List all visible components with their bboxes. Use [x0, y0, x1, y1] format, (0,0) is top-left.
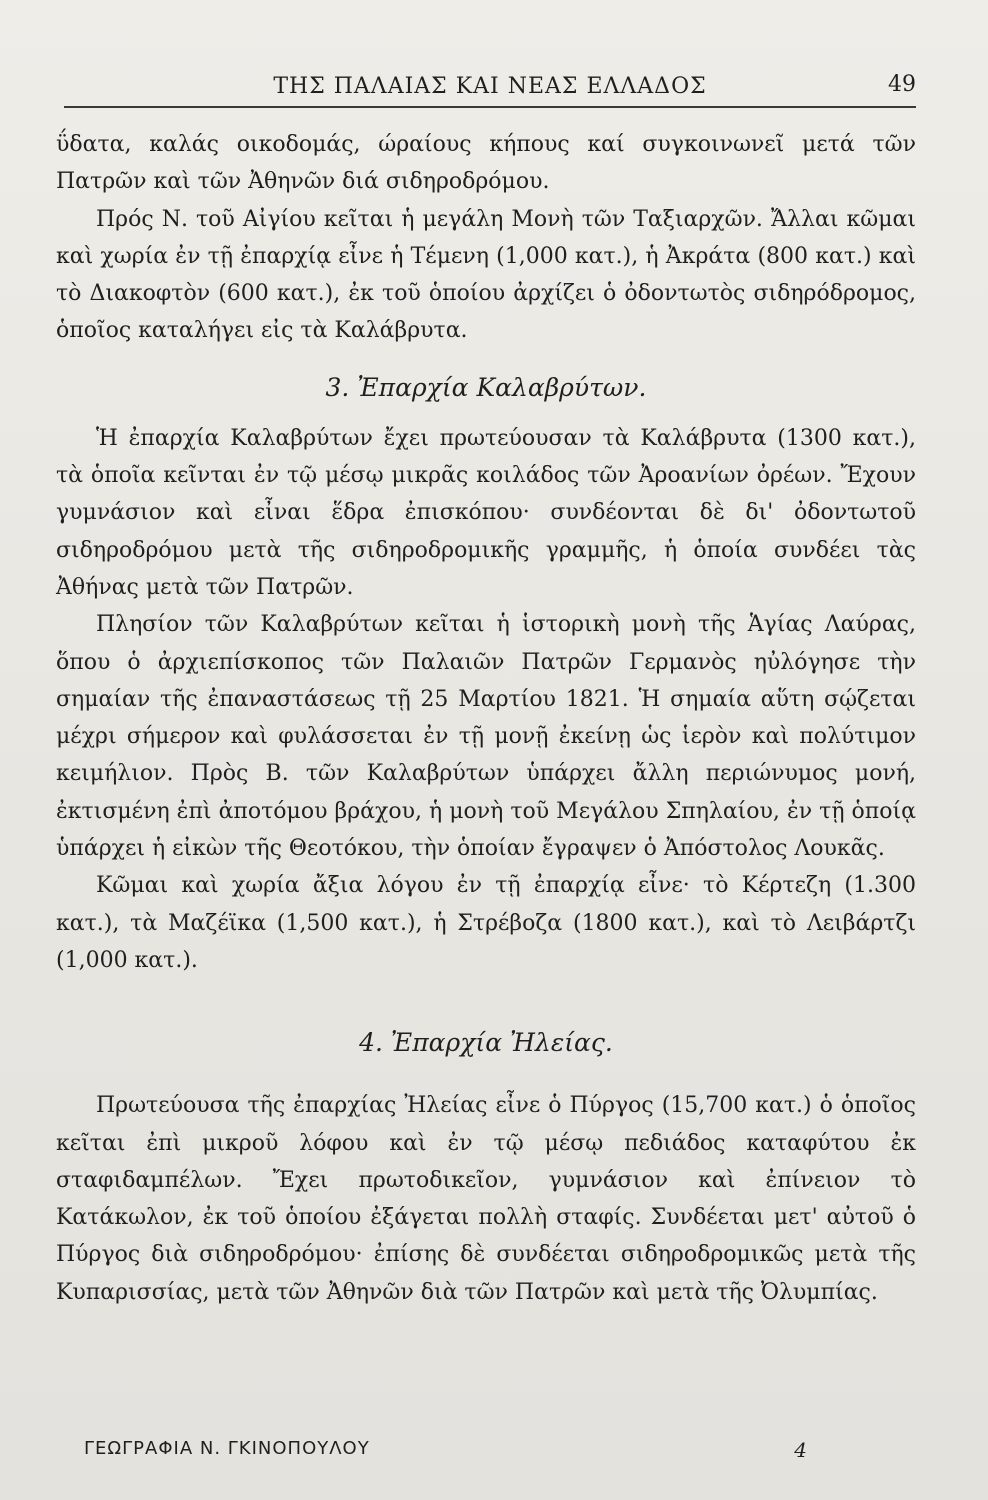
paragraph-aigio: Πρός Ν. τοῦ Αἰγίου κεῖται ἡ μεγάλη Μονὴ τῶν Ταξιαρχῶν. Ἄλλαι κῶμαι καὶ χωρία ἐν τῇ ἐπαρχίᾳ εἶνε ἡ Τέμενη (1,000 κατ.), ἡ Ἀκράτα (800 κατ.) καὶ τὸ Διακοφτὸν (600 κατ.), ἐκ τοῦ ὁποίου ἀρχίζει ὁ ὀδοντωτὸς σιδηρόδρομος, ὁποῖος καταλήγει εἰς τὰ Καλάβρυτα. [56, 206, 916, 344]
page-number: 49 [888, 72, 916, 97]
paragraph-kalavryta: Ἡ ἐπαρχία Καλαβρύτων ἔχει πρωτεύουσαν τὰ Καλάβρυτα (1300 κατ.), τὰ ὁποῖα κεῖνται ἐν τῷ μέσῳ μικρᾶς κοιλάδος τῶν Ἀροανίων ὀρέων. Ἔχουν γυμνάσιον καὶ εἶναι ἕδρα ἐπισκόπου· συνδέονται δὲ δι' ὀδοντωτοῦ σιδηροδρόμου μετὰ τῆς σιδηροδρομικῆς γραμμῆς, ἡ ὁποία συνδέει τὰς Ἀθήνας μετὰ τῶν Πατρῶν. [56, 425, 916, 600]
publisher-line: ΓΕΩΓΡΑΦΙΑ Ν. ΓΚΙΝΟΠΟΥΛΟΥ [84, 1438, 370, 1459]
body-text [56, 126, 916, 1311]
section-heading-ilias: 4. Ἐπαρχία Ἠλείας. [359, 1028, 613, 1058]
running-head [64, 60, 916, 108]
page-footer [84, 1438, 808, 1462]
paragraph-villages: Κῶμαι καὶ χωρία ἄξια λόγου ἐν τῇ ἐπαρχίᾳ εἶνε· τὸ Κέρτεζη (1.300 κατ.), τὰ Μαζέϊκα (1,500 κατ.), ἡ Στρέβοζα (1800 κατ.), καὶ τὸ Λειβάρτζι (1,000 κατ.). [56, 873, 916, 973]
signature-mark: 4 [794, 1438, 808, 1462]
paragraph-pyrgos: Πρωτεύουσα τῆς ἐπαρχίας Ἠλείας εἶνε ὁ Πύργος (15,700 κατ.) ὁ ὁποῖος κεῖται ἐπὶ μικροῦ λόφου καὶ ἐν τῷ μέσῳ πεδιάδος καταφύτου ἐκ σταφιδαμπέλων. Ἔχει πρωτοδικεῖον, γυμνάσιον καὶ ἐπίνειον τὸ Κατάκωλον, ἐκ τοῦ ὁποίου ἐξάγεται πολλὴ σταφίς. Συνδέεται μετ' αὐτοῦ ὁ Πύργος διὰ σιδηροδρόμου· ἐπίσης δὲ συνδέεται σιδηροδρομικῶς μετὰ τῆς Κυπαρισσίας, μετὰ τῶν Ἀθηνῶν διὰ τῶν Πατρῶν καὶ μετὰ τῆς Ὀλυμπίας. [56, 1093, 916, 1305]
running-title: ΤΗΣ ΠΑΛΑΙΑΣ ΚΑΙ ΝΕΑΣ ΕΛΛΑΔΟΣ [273, 74, 707, 99]
section-heading-kalavryta: 3. Ἐπαρχία Καλαβρύτων. [325, 372, 647, 402]
paragraph-intro: ΰδατα, καλάς οικοδομάς, ώραίους κήπους καί συγκοινωνεῖ μετά τῶν Πατρῶν καὶ τῶν Ἀθηνῶν διά σιδηροδρόμου. [56, 132, 916, 195]
paragraph-agia-lavra: Πλησίον τῶν Καλαβρύτων κεῖται ἡ ἱστορικὴ μονὴ τῆς Ἁγίας Λαύρας, ὅπου ὁ ἀρχιεπίσκοπος τῶν Παλαιῶν Πατρῶν Γερμανὸς ηὐλόγησε τὴν σημαίαν τῆς ἐπαναστάσεως τῇ 25 Μαρτίου 1821. Ἡ σημαία αὕτη σῴζεται μέχρι σήμερον καὶ φυλάσσεται ἐν τῇ μονῇ ἐκείνῃ ὡς ἱερὸν καὶ πολύτιμον κειμήλιον. Πρὸς Β. τῶν Καλαβρύτων ὑπάρχει ἄλλη περιώνυμος μονή, ἐκτισμένη ἐπὶ ἀποτόμου βράχου, ἡ μονὴ τοῦ Μεγάλου Σπηλαίου, ἐν τῇ ὁποίᾳ ὑπάρχει ἡ εἰκὼν τῆς Θεοτόκου, τὴν ὁποίαν ἔγραψεν ὁ Ἀπόστολος Λουκᾶς. [56, 612, 916, 862]
